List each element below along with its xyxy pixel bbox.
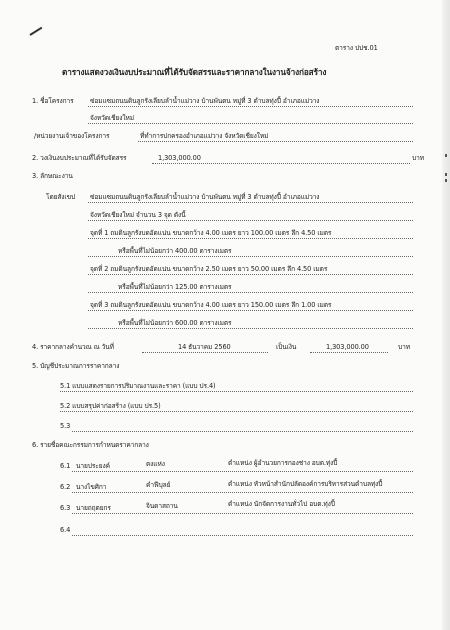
form-code: ตาราง ปปช.01 <box>335 44 378 52</box>
dotted-line <box>88 106 413 107</box>
dotted-line <box>88 123 413 124</box>
dotted-line <box>88 256 413 257</box>
page-edge-shadow <box>442 0 450 630</box>
item3-sublabel: โดยสังเขป <box>46 193 76 201</box>
scope-line1: ซ่อมแซมถนนดินลูกรังเลียบลำน้ำแม่วาง บ้านพันตน หมู่ที่ 3 ตำบลทุ่งปี้ อำเภอแม่วาง <box>90 193 320 201</box>
committee-last-name: ตงแห่ง <box>146 460 165 468</box>
dotted-line <box>138 141 413 142</box>
dotted-line <box>88 202 413 203</box>
document-title: ตารางแสดงวงเงินงบประมาณที่ได้รับจัดสรรและราคากลางในงานจ้างก่อสร้าง <box>62 67 327 77</box>
calc-date: 14 ธันวาคม 2560 <box>178 343 231 351</box>
committee-first-name: นางไขศิกา <box>76 483 107 491</box>
dotted-line <box>60 391 413 392</box>
item4-label: 4. ราคากลางคำนวณ ณ วันที่ <box>32 343 114 351</box>
point2-line1: จุดที่ 2 ถมดินลูกรังบดอัดแน่น ขนาดกว้าง 2.50 เมตร ยาว 50.00 เมตร ลึก 4.50 เมตร <box>90 265 328 273</box>
dotted-line <box>88 220 413 221</box>
dotted-line <box>88 292 413 293</box>
amount-unit: บาท <box>398 343 410 351</box>
dotted-line <box>60 411 413 412</box>
agency-value: ที่ทำการปกครองอำเภอแม่วาง จังหวัดเชียงใหม่ <box>140 132 269 140</box>
dotted-line <box>88 274 413 275</box>
dotted-line <box>72 535 413 536</box>
point1-line2: หรือพื้นที่ไม่น้อยกว่า 400.00 ตารางเมตร <box>118 247 232 255</box>
edge-mark <box>445 173 447 176</box>
agency-label: /หน่วยงานเจ้าของโครงการ <box>34 132 110 140</box>
dotted-line <box>88 310 413 311</box>
edge-mark <box>445 179 447 182</box>
item1-label: 1. ชื่อโครงการ <box>32 97 74 105</box>
item5-3: 5.3 <box>60 422 71 430</box>
dotted-line <box>142 352 268 353</box>
item1-project-line2: จังหวัดเชียงใหม่ <box>90 114 134 122</box>
item5-1: 5.1 แบบแสดงรายการปริมาณงานและราคา (แบบ ปร.4) <box>60 382 216 390</box>
dotted-line <box>72 471 413 472</box>
committee-num: 6.3 <box>60 504 71 512</box>
dotted-line <box>88 328 413 329</box>
dotted-line <box>310 352 388 353</box>
item6-label: 6. รายชื่อคณะกรรมการกำหนดราคากลาง <box>32 441 149 449</box>
committee-num: 6.4 <box>60 526 71 534</box>
committee-num: 6.1 <box>60 462 71 470</box>
dotted-line <box>72 492 413 493</box>
amount-label: เป็นเงิน <box>276 343 297 351</box>
point3-line1: จุดที่ 3 ถมดินลูกรังบดอัดแน่น ขนาดกว้าง 4.00 เมตร ยาว 150.00 เมตร ลึก 1.00 เมตร <box>90 301 332 309</box>
item5-2: 5.2 แบบสรุปค่าก่อสร้าง (แบบ ปร.5) <box>60 402 161 410</box>
dotted-line <box>72 513 413 514</box>
item2-label: 2. วงเงินงบประมาณที่ได้รับจัดสรร <box>32 154 127 162</box>
committee-position: ตำแหน่ง นักจัดการงานทั่วไป อบต.ทุ่งปี้ <box>228 500 335 508</box>
committee-last-name: คำฟีบุลย์ <box>146 481 171 489</box>
point1-line1: จุดที่ 1 ถมดินลูกรังบดอัดแน่น ขนาดกว้าง 4.00 เมตร ยาว 100.00 เมตร ลึก 4.50 เมตร <box>90 229 332 237</box>
dotted-line <box>72 431 413 432</box>
scope-line2: จังหวัดเชียงใหม่ จำนวน 3 จุด ดังนี้ <box>90 211 186 219</box>
committee-first-name: นายประยงค์ <box>76 462 110 470</box>
dotted-line <box>88 238 413 239</box>
budget-unit: บาท <box>412 154 424 162</box>
point3-line2: หรือพื้นที่ไม่น้อยกว่า 600.00 ตารางเมตร <box>118 319 232 327</box>
budget-amount: 1,303,000.00 <box>158 154 201 162</box>
committee-position: ตำแหน่ง ผู้อำนวยการกองช่าง อบต.ทุ่งปี้ <box>228 459 338 467</box>
pen-mark <box>29 27 42 36</box>
item1-project-line1: ซ่อมแซมถนนดินลูกรังเลียบลำน้ำแม่วาง บ้านพันตน หมู่ที่ 3 ตำบลทุ่งปี้ อำเภอแม่วาง <box>90 97 320 105</box>
calc-amount: 1,303,000.00 <box>326 343 369 351</box>
committee-num: 6.2 <box>60 483 71 491</box>
point2-line2: หรือพื้นที่ไม่น้อยกว่า 125.00 ตารางเมตร <box>118 283 232 291</box>
item3-label: 3. ลักษณะงาน <box>32 172 73 180</box>
edge-mark <box>445 154 447 157</box>
committee-last-name: จินดาสถาน <box>146 502 178 510</box>
committee-position: ตำแหน่ง หัวหน้าสำนักปลัดองค์การบริหารส่วนตำบลทุ่งปี้ <box>228 480 383 488</box>
dotted-line <box>152 163 410 164</box>
committee-first-name: นายถฤตยกร <box>76 504 111 512</box>
item5-label: 5. บัญชีประมาณการราคากลาง <box>32 362 120 370</box>
